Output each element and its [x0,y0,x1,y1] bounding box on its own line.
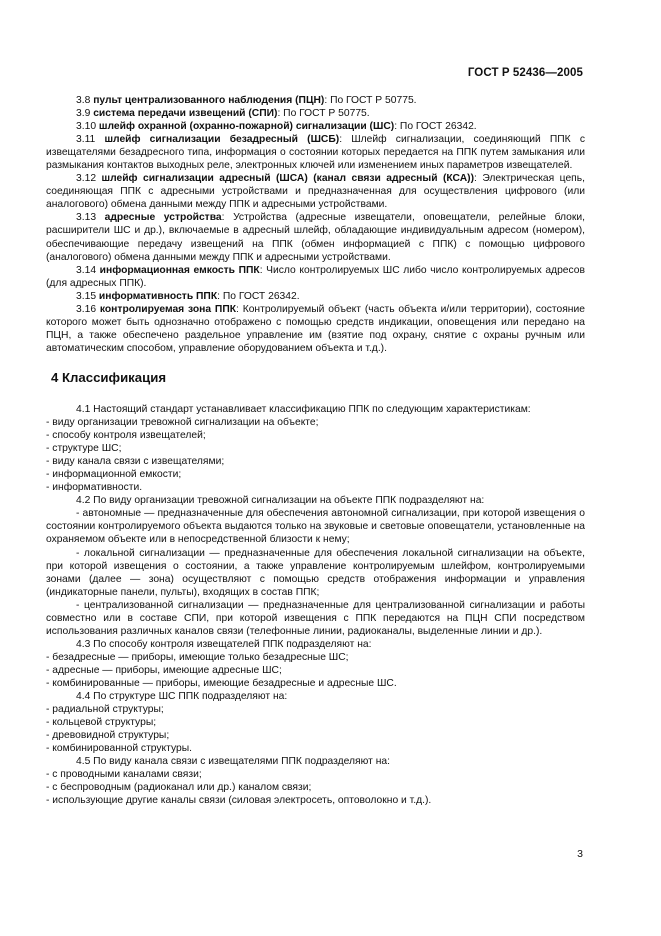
document-code: ГОСТ Р 52436—2005 [467,67,583,79]
list-item: - кольцевой структуры; [46,717,157,729]
list-item: - с проводными каналами связи; [46,769,202,781]
list-item: - радиальной структуры; [46,704,164,716]
definition-3-13: 3.13 адресные устройства: Устройства (адресные извещатели, оповещатели, релейные блоки, расширители ШС и др.), включаемые в адресный шлейф, обладающие индивидуальным адресом (номером), обеспечивающие передачу извещений на ППК (обмен информацией с ППК) с помощью цифрового (аналогового) обмена данными между ППК и адресными устройствами. [46,212,586,263]
list-item: - древовидной структуры; [46,730,170,742]
list-item: - автономные — предназначенные для обеспечения автономной сигнализации, при которой извещения о состоянии контролируемого объекта выдаются только на звуковые и световые оповещатели, установленные на охраняемом объекте или в непосредственной близости к нему; [46,508,585,546]
clause-4-5: 4.5 По виду канала связи с извещателями ППК подразделяют на: [76,756,390,768]
definition-3-10: 3.10 шлейф охранной (охранно-пожарной) сигнализации (ШС): По ГОСТ 26342. [76,121,477,133]
document-body [46,94,585,807]
definition-3-16: 3.16 контролируемая зона ППК: Контролируемый объект (часть объекта и/или территории), состояние которого может быть однозначно отображено с помощью средств индикации, оповещения или передано на ПЦН, а также обеспечено раздельное управление им (взятие под охрану, снятие с охраны ручным или автоматическим способом, управление оборудованием объекта и т.д.). [46,303,585,354]
list-item: - безадресные — приборы, имеющие только безадресные ШС; [46,651,349,663]
list-item: - информационной емкости; [46,469,182,481]
definition-term: контролируемая зона ППК [99,303,237,315]
definition-3-12: 3.12 шлейф сигнализации адресный (ШСА) (канал связи адресный (КСА)): Электрическая цепь, соединяющая ППК с адресными устройствами и предназначенная для осуществления цифрового (или аналогового) обмена данными между ППК и адресными устройствами. [46,173,585,211]
definition-3-11: 3.11 шлейф сигнализации безадресный (ШСБ): Шлейф сигнализации, соединяющий ППК с извещателями безадресного типа, информация о состоянии которых передается на ППК путем замыкания или размыкания контактов выходных реле, электронных ключей или изменением иных параметров извещателей. [46,134,585,172]
clause-4-3: 4.3 По способу контроля извещателей ППК подразделяют на: [76,638,372,650]
definition-3-15: 3.15 информативность ППК: По ГОСТ 26342. [76,290,300,302]
list-item: - локальной сигнализации — предназначенные для обеспечения локальной сигнализации на объекте, при которой извещения о состоянии, а также управление контролируемым шлейфом, контролируемыми зонами (далее — зона) осуществляют с помощью средств отображения информации и управления (индикаторные панели, пульты), входящих в состав ППК; [46,547,585,598]
clause-4-1: 4.1 Настоящий стандарт устанавливает классификацию ППК по следующим характеристикам: [76,403,531,415]
list-item: - использующие другие каналы связи (силовая электросеть, оптоволокно и т.д.). [46,795,432,807]
definition-3-9: 3.9 система передачи извещений (СПИ): По ГОСТ Р 50775. [76,108,370,120]
list-item: - комбинированной структуры. [46,743,193,755]
list-item: - комбинированные — приборы, имеющие безадресные и адресные ШС. [46,677,397,689]
definition-term: шлейф сигнализации безадресный (ШСБ) [104,134,340,146]
definition-term: адресные устройства [104,212,222,224]
definition-3-8: 3.8 пульт централизованного наблюдения (ПЦН): По ГОСТ Р 50775. [76,95,417,106]
list-item: - с беспроводным (радиоканал или др.) каналом связи; [46,782,312,794]
list-item: - централизованной сигнализации — предназначенные для централизованной сигнализации и работы совместно или в составе СПИ, при которой извещения с ППК передаются на ПЦН СПИ посредством использования различных каналов связи (телефонные линии, радиоканалы, выделенные линии и др.). [46,599,585,637]
list-item: - структуре ШС; [46,443,122,455]
definition-term: шлейф сигнализации адресный (ШСА) (канал связи адресный (КСА)) [101,173,475,185]
list-item: - адресные — приборы, имеющие адресные ШС; [46,664,282,676]
page-number: 3 [577,848,583,860]
clause-4-2: 4.2 По виду организации тревожной сигнализации на объекте ППК подразделяют на: [76,495,485,507]
definition-term: информативность ППК [98,290,218,302]
list-item: - виду канала связи с извещателями; [46,456,225,468]
definition-3-14: 3.14 информационная емкость ППК: Число контролируемых ШС либо число контролируемых адресов (для адресных ППК). [46,264,585,289]
section-heading: 4 Классификация [51,369,167,385]
definition-term: пульт централизованного наблюдения (ПЦН) [93,95,325,106]
list-item: - информативности. [46,482,143,494]
definition-term: система передачи извещений (СПИ) [93,108,278,120]
definition-term: шлейф охранной (охранно-пожарной) сигнализации (ШС) [98,121,395,133]
list-item: - способу контроля извещателей; [46,430,206,442]
definition-term: информационная емкость ППК [99,264,260,276]
list-item: - виду организации тревожной сигнализации на объекте; [46,417,319,429]
clause-4-4: 4.4 По структуре ШС ППК подразделяют на: [76,691,288,703]
